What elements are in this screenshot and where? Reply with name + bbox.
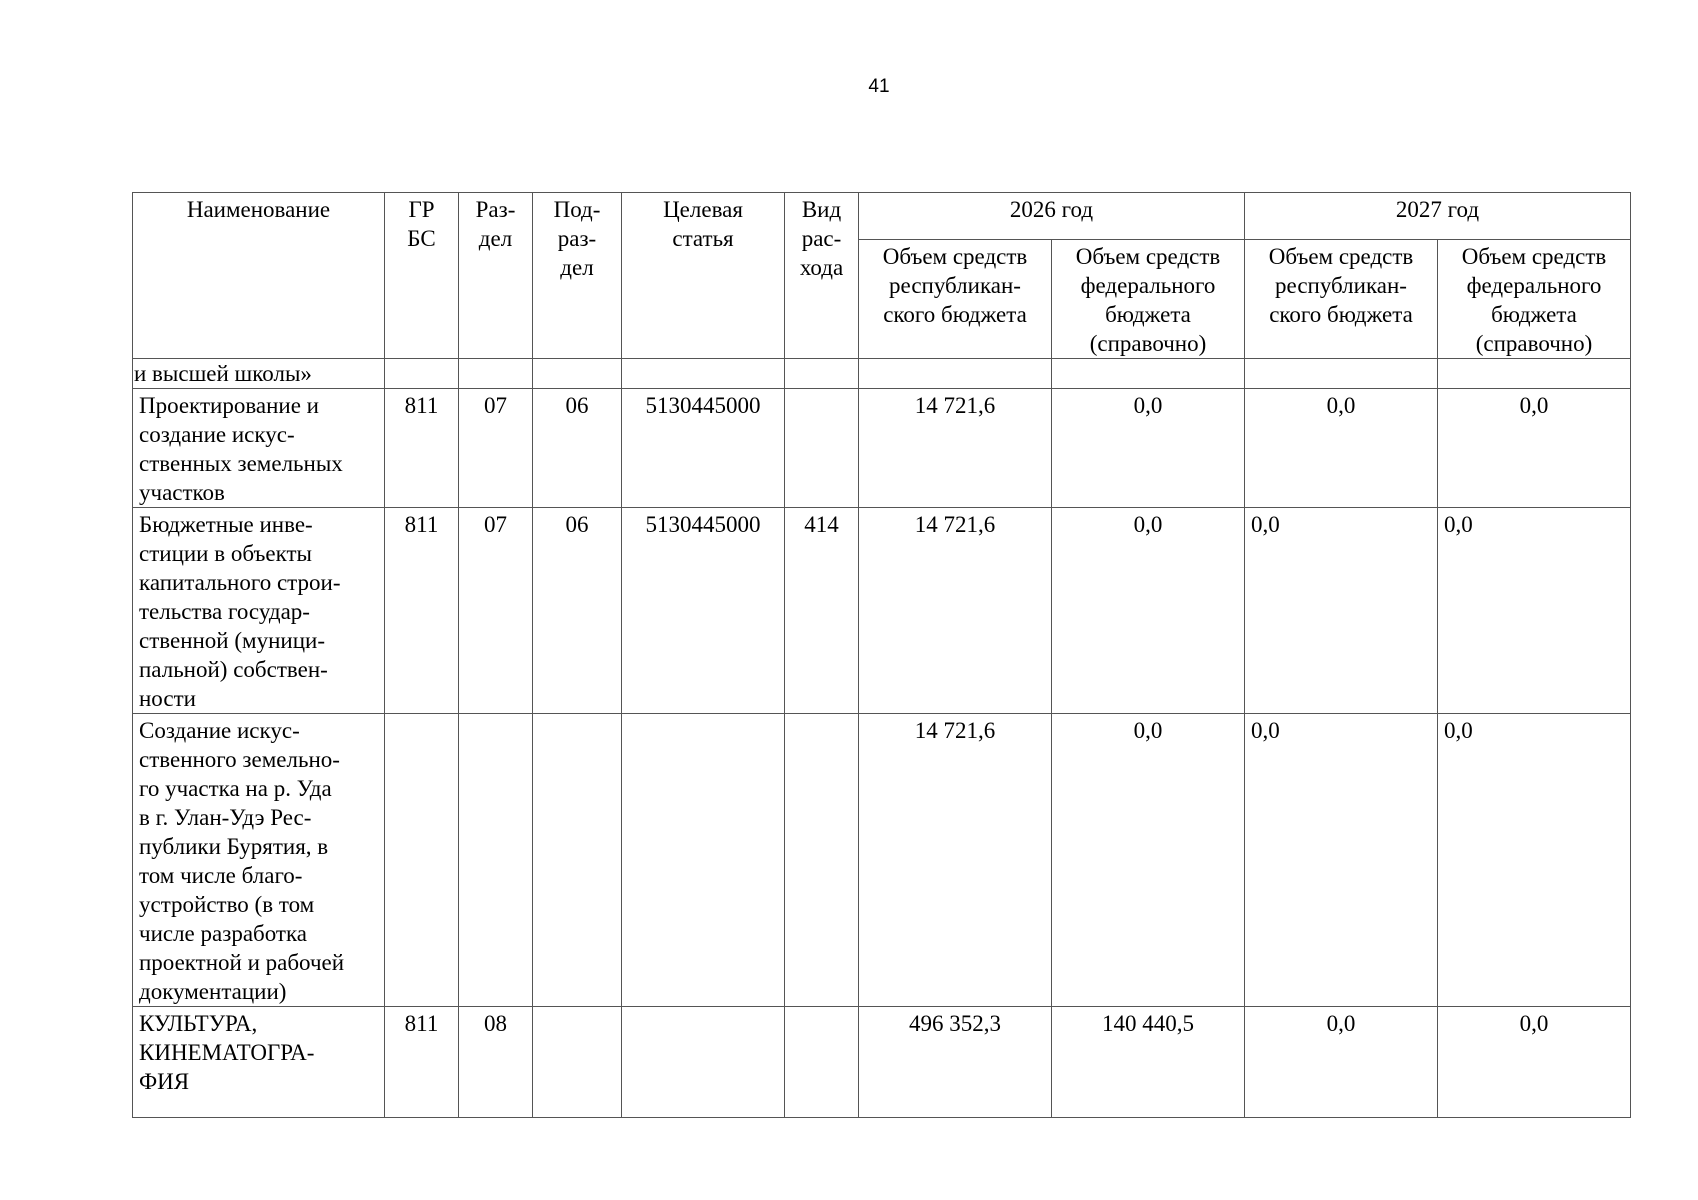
cell-grbs — [385, 359, 459, 389]
table-row — [133, 359, 1631, 389]
cell-razdel: 07 — [459, 389, 533, 508]
cell-rep-2026: 496 352,3 — [859, 1007, 1052, 1118]
cell-razdel — [459, 359, 533, 389]
cell-rep-2027: 0,0 — [1245, 389, 1438, 508]
cell-razdel: 07 — [459, 508, 533, 714]
cell-grbs: 811 — [385, 389, 459, 508]
cell-fed-2027: 0,0 — [1438, 1007, 1631, 1118]
cell-podrazdel: 06 — [533, 389, 622, 508]
header-razdel: Раз- дел — [459, 193, 533, 359]
cell-podrazdel — [533, 1007, 622, 1118]
cell-name: КУЛЬТУРА, КИНЕМАТОГРА- ФИЯ — [133, 1007, 385, 1118]
header-grbs: ГР БС — [385, 193, 459, 359]
cell-target — [622, 359, 785, 389]
header-name: Наименование — [133, 193, 385, 359]
cell-vid — [785, 714, 859, 1007]
page-number: 41 — [868, 76, 890, 97]
cell-vid — [785, 1007, 859, 1118]
cell-fed-2026: 0,0 — [1052, 508, 1245, 714]
cell-target — [622, 714, 785, 1007]
table-row — [133, 508, 1631, 714]
cell-rep-2027 — [1245, 359, 1438, 389]
cell-fed-2027: 0,0 — [1438, 508, 1631, 714]
cell-target: 5130445000 — [622, 508, 785, 714]
cell-podrazdel — [533, 714, 622, 1007]
header-2026-republican: Объем средств республикан- ского бюджета — [859, 240, 1052, 359]
cell-rep-2026: 14 721,6 — [859, 714, 1052, 1007]
cell-vid: 414 — [785, 508, 859, 714]
cell-vid — [785, 359, 859, 389]
cell-rep-2027: 0,0 — [1245, 714, 1438, 1007]
cell-fed-2027: 0,0 — [1438, 714, 1631, 1007]
cell-name: Бюджетные инве- стиции в объекты капитального строи- тельства государ- ственной (муници- пальной) собствен- ности — [133, 508, 385, 714]
header-expense-type: Вид рас- хода — [785, 193, 859, 359]
cell-vid — [785, 389, 859, 508]
header-year-2026: 2026 год — [859, 193, 1245, 240]
cell-podrazdel: 06 — [533, 508, 622, 714]
cell-name: Создание искус- ственного земельно- го участка на р. Уда в г. Улан-Удэ Рес- публики Бурятия, в том числе благо- устройство (в том числе разработка проектной и рабочей документации) — [133, 714, 385, 1007]
cell-rep-2027: 0,0 — [1245, 1007, 1438, 1118]
table-row — [133, 1007, 1631, 1118]
header-2026-federal: Объем средств федерального бюджета (справочно) — [1052, 240, 1245, 359]
header-year-2027: 2027 год — [1245, 193, 1631, 240]
cell-grbs — [385, 714, 459, 1007]
cell-rep-2026: 14 721,6 — [859, 508, 1052, 714]
cell-fed-2027: 0,0 — [1438, 389, 1631, 508]
budget-table — [132, 192, 1631, 1118]
cell-name: и высшей школы» — [133, 359, 385, 389]
cell-razdel — [459, 714, 533, 1007]
cell-rep-2026: 14 721,6 — [859, 389, 1052, 508]
cell-name: Проектирование и создание искус- ственных земельных участков — [133, 389, 385, 508]
table-row — [133, 714, 1631, 1007]
cell-grbs: 811 — [385, 508, 459, 714]
cell-razdel: 08 — [459, 1007, 533, 1118]
table-row — [133, 389, 1631, 508]
header-2027-federal: Объем средств федерального бюджета (справочно) — [1438, 240, 1631, 359]
header-podrazdel: Под- раз- дел — [533, 193, 622, 359]
cell-fed-2026: 140 440,5 — [1052, 1007, 1245, 1118]
cell-rep-2027: 0,0 — [1245, 508, 1438, 714]
cell-grbs: 811 — [385, 1007, 459, 1118]
cell-podrazdel — [533, 359, 622, 389]
cell-fed-2027 — [1438, 359, 1631, 389]
cell-fed-2026: 0,0 — [1052, 389, 1245, 508]
cell-rep-2026 — [859, 359, 1052, 389]
header-2027-republican: Объем средств республикан- ского бюджета — [1245, 240, 1438, 359]
cell-target: 5130445000 — [622, 389, 785, 508]
cell-fed-2026: 0,0 — [1052, 714, 1245, 1007]
header-target-article: Целевая статья — [622, 193, 785, 359]
cell-fed-2026 — [1052, 359, 1245, 389]
cell-target — [622, 1007, 785, 1118]
